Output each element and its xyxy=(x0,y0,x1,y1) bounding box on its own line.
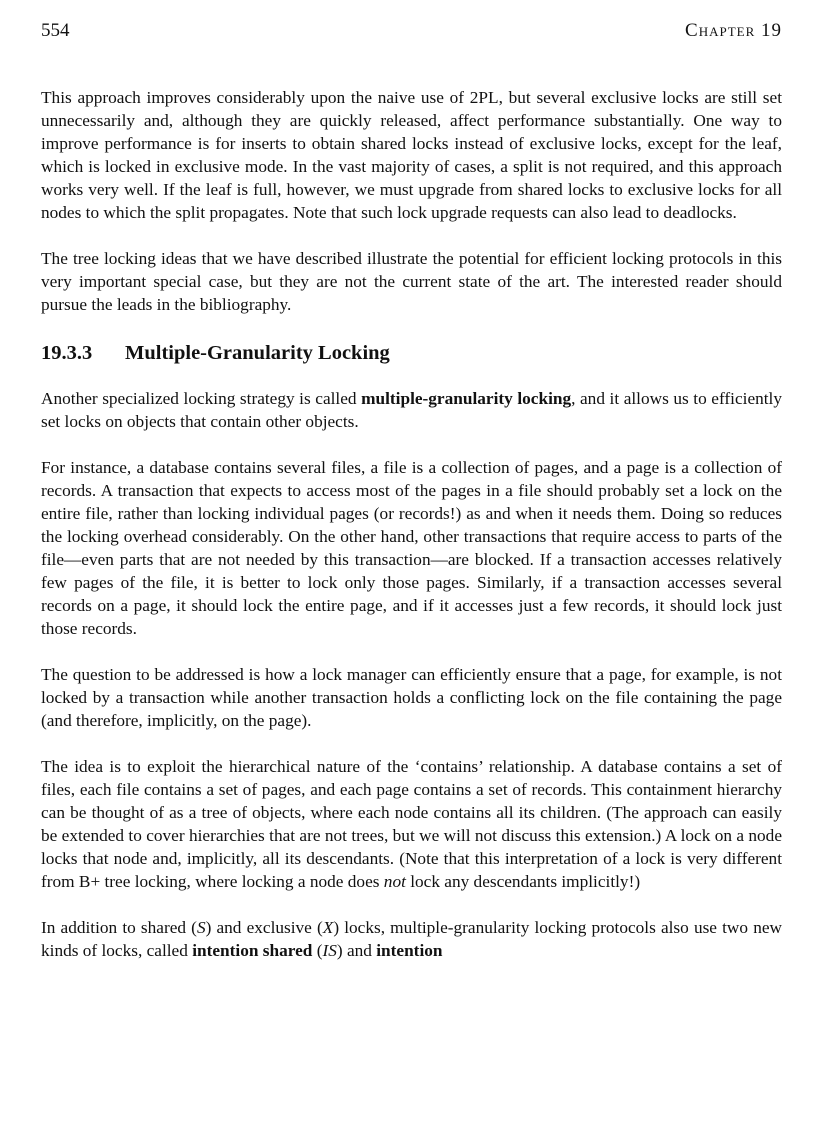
defined-term: intention shared xyxy=(192,941,313,960)
text-run: ) locks, multiple-granularity locking protocols also use two new kinds of locks, called xyxy=(41,918,782,960)
chapter-title: Chapter 19 xyxy=(685,20,782,41)
section-heading xyxy=(41,339,782,367)
paragraph-5: The question to be addressed is how a lock manager can efficiently ensure that a page, for example, is not locked by a transaction while another transaction holds a conflicting lock on the file containing the page (and therefore, implicitly, on the page). xyxy=(41,665,782,730)
paragraph-3 xyxy=(41,387,782,433)
text-run: In addition to shared ( xyxy=(41,918,197,937)
paragraph-7 xyxy=(41,916,782,962)
paragraph-1: This approach improves considerably upon the naive use of 2PL, but several exclusive locks are still set unnecessarily and, although they are quickly released, affect performance substantially. One way to improve performance is for inserts to obtain shared locks instead of exclusive locks, except for the leaf, which is locked in exclusive mode. In the vast majority of cases, a split is not required, and this approach works very well. If the leaf is full, however, we must upgrade from shared locks to exclusive locks for all nodes to which the split propagates. Note that such lock upgrade requests can also lead to deadlocks. xyxy=(41,88,782,222)
section-number: 19.3.3 xyxy=(41,342,93,364)
defined-term: multiple-granularity locking xyxy=(361,389,572,408)
text-run: , and it allows us to efficiently set locks on objects that contain other objects. xyxy=(41,389,782,431)
running-header xyxy=(41,20,782,46)
text-run: ( xyxy=(312,941,323,960)
text-run: ) and exclusive ( xyxy=(205,918,323,937)
defined-term: intention xyxy=(376,941,443,960)
text-run: ) and xyxy=(336,941,377,960)
book-page xyxy=(41,0,782,1123)
math-symbol: S xyxy=(196,918,206,937)
text-run: lock any descendants implicitly!) xyxy=(405,872,641,891)
paragraph-2: The tree locking ideas that we have described illustrate the potential for efficient locking protocols in this very important special case, but they are not the current state of the art. The interested reader should pursue the leads in the bibliography. xyxy=(41,249,782,314)
body-text xyxy=(41,86,782,985)
math-symbol: IS xyxy=(322,941,337,960)
math-symbol: X xyxy=(322,918,334,937)
text-run: The idea is to exploit the hierarchical nature of the ‘contains’ relationship. A database contains a set of files, each file contains a set of pages, and each page contains a set of records. This containment hierarchy can be thought of as a tree of objects, where each node contains all its children. (The approach can easily be extended to cover hierarchies that are not trees, but we will not discuss this extension.) A lock on a node locks that node and, implicitly, all its descendants. (Note that this interpretation of a lock is very different from B+ tree locking, where locking a node does xyxy=(41,757,782,891)
page-number: 554 xyxy=(41,20,70,41)
paragraph-4: For instance, a database contains several files, a file is a collection of pages, and a page is a collection of records. A transaction that expects to access most of the pages in a file should probably set a lock on the entire file, rather than locking individual pages (or records!) as and when it needs them. Doing so reduces the locking overhead considerably. On the other hand, other transactions that require access to parts of the file—even parts that are not needed by this transaction—are blocked. If a transaction accesses relatively few pages of the file, it is better to lock only those pages. Similarly, if a transaction accesses several records on a page, it should lock the entire page, and if it accesses just a few records, it should lock just those records. xyxy=(41,458,782,638)
section-title: Multiple-Granularity Locking xyxy=(125,342,390,364)
emphasized-word: not xyxy=(383,872,406,891)
paragraph-6 xyxy=(41,755,782,893)
text-run: Another specialized locking strategy is called xyxy=(41,389,362,408)
